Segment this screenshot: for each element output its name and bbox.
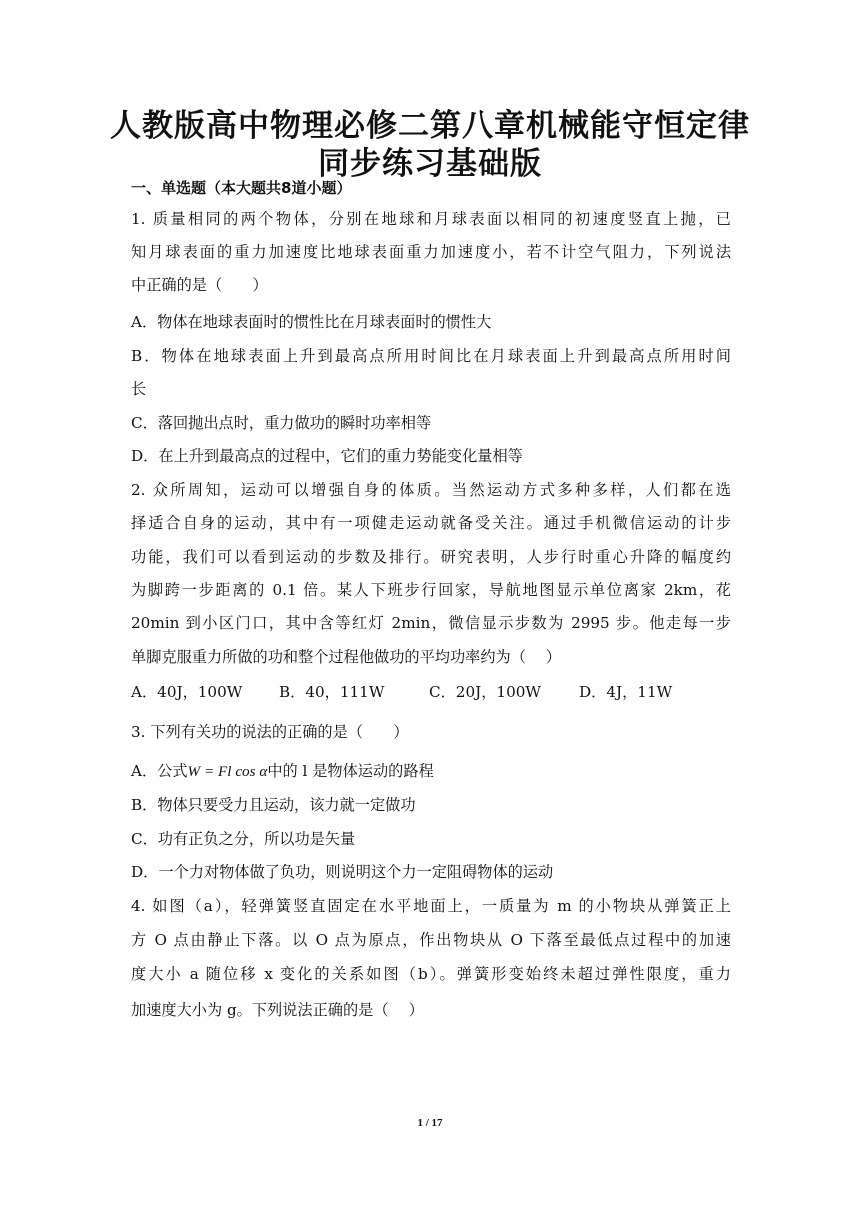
q3-stem: 3. 下列有关功的说法的正确的是（ ） bbox=[131, 723, 409, 741]
q3-option-d: D．一个力对物体做了负功，则说明这个力一定阻碍物体的运动 bbox=[131, 863, 554, 881]
q1-stem-line-1: 1. 质量相同的两个物体，分别在地球和月球表面以相同的初速度竖直上抛，已 bbox=[131, 210, 731, 228]
q1-option-c: C．落回抛出点时，重力做功的瞬时功率相等 bbox=[131, 414, 432, 432]
q3-option-a-suffix: 中的 l 是物体运动的路程 bbox=[267, 762, 434, 780]
q2-stem-line-4: 为脚跨一步距离的 0.1 倍。某人下班步行回家，导航地图显示单位离家 2km，花 bbox=[131, 581, 731, 599]
q2-stem-line-1: 2. 众所周知，运动可以增强自身的体质。当然运动方式多种多样，人们都在选 bbox=[131, 481, 731, 499]
document-title-line-2: 同步练习基础版 bbox=[318, 146, 542, 182]
q2-stem-line-2: 择适合自身的运动，其中有一项健走运动就备受关注。通过手机微信运动的计步 bbox=[131, 514, 731, 532]
q4-stem-line-1: 4. 如图（a），轻弹簧竖直固定在水平地面上，一质量为 m 的小物块从弹簧正上 bbox=[131, 897, 731, 915]
q3-option-a-prefix: A．公式 bbox=[131, 762, 188, 780]
q1-stem-line-2: 知月球表面的重力加速度比地球表面重力加速度小，若不计空气阻力，下列说法 bbox=[131, 243, 731, 261]
q1-option-a: A．物体在地球表面时的惯性比在月球表面时的惯性大 bbox=[131, 313, 492, 331]
q1-stem-line-3: 中正确的是（ ） bbox=[131, 276, 268, 294]
q4-stem-line-4: 加速度大小为 g。下列说法正确的是（ ） bbox=[131, 1001, 424, 1019]
q3-option-a bbox=[131, 760, 731, 783]
section-heading: 一、单选题（本大题共8道小题） bbox=[131, 179, 352, 197]
q1-option-b-line-2: 长 bbox=[131, 380, 147, 398]
page-number: 1 / 17 bbox=[417, 1117, 443, 1129]
q4-stem-line-2: 方 O 点由静止下落。以 O 点为原点，作出物块从 O 下落至最低点过程中的加速 bbox=[131, 931, 731, 949]
q2-stem-line-6: 单脚克服重力所做的功和整个过程他做功的平均功率约为（ ） bbox=[131, 648, 562, 666]
q2-stem-line-3: 功能，我们可以看到运动的步数及排行。研究表明，人步行时重心升降的幅度约 bbox=[131, 548, 731, 566]
q2-stem-line-5: 20min 到小区门口，其中含等红灯 2min，微信显示步数为 2995 步。他走每一步 bbox=[131, 614, 731, 632]
q2-option-a: A．40J，100W bbox=[131, 683, 243, 701]
q1-option-b-line-1: B．物体在地球表面上升到最高点所用时间比在月球表面上升到最高点所用时间 bbox=[131, 347, 731, 365]
q3-option-b: B．物体只要受力且运动，该力就一定做功 bbox=[131, 796, 416, 814]
q2-option-d: D．4J，11W bbox=[579, 683, 673, 701]
q3-option-c: C．功有正负之分，所以功是矢量 bbox=[131, 830, 356, 848]
q4-stem-line-3: 度大小 a 随位移 x 变化的关系如图（b）。弹簧形变始终未超过弹性限度，重力 bbox=[131, 965, 731, 983]
work-formula: W = Fl cos α bbox=[187, 763, 268, 780]
q2-option-b: B．40，111W bbox=[279, 683, 385, 701]
q1-option-d: D．在上升到最高点的过程中，它们的重力势能变化量相等 bbox=[131, 447, 523, 465]
document-title-line-1: 人教版高中物理必修二第八章机械能守恒定律 bbox=[110, 108, 750, 144]
q2-option-c: C．20J，100W bbox=[429, 683, 542, 701]
